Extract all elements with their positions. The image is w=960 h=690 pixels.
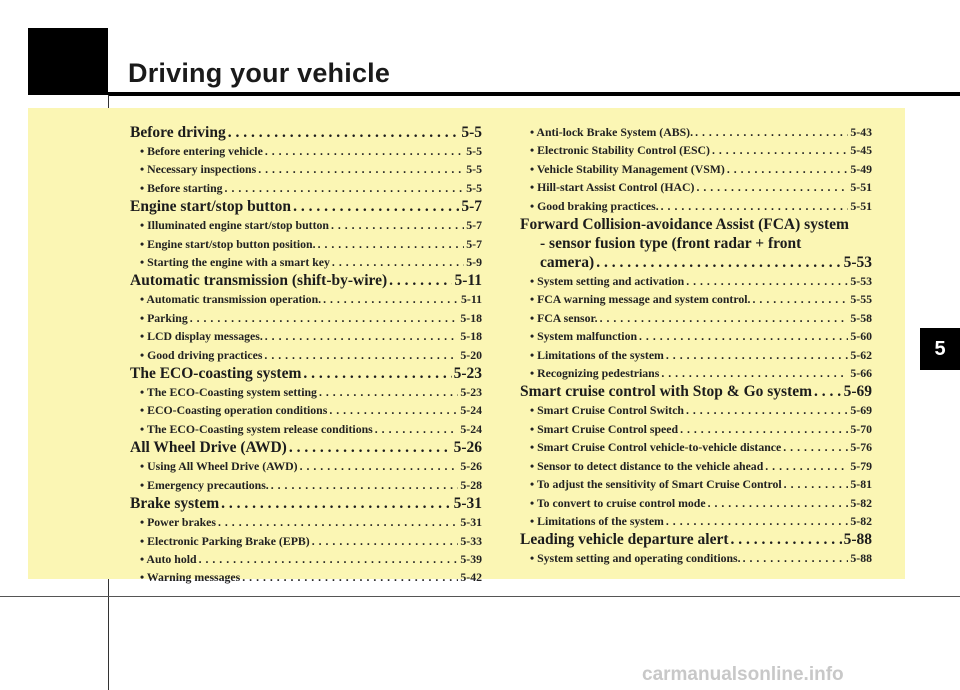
toc-item[interactable]: [130, 532, 482, 550]
toc-item[interactable]: [130, 457, 482, 475]
toc-item[interactable]: [130, 476, 482, 494]
toc-item[interactable]: [520, 290, 872, 308]
toc-title: • Starting the engine with a smart key: [140, 255, 330, 270]
toc-page: 5-11: [454, 272, 482, 290]
toc-leader: [659, 197, 849, 215]
toc-item[interactable]: [520, 123, 872, 141]
toc-item[interactable]: [520, 178, 872, 196]
fca-heading-line-3: [520, 253, 872, 272]
toc-leader: [197, 550, 459, 568]
toc-title: • Smart Cruise Control Switch: [530, 403, 684, 418]
toc-page: 5-31: [460, 515, 482, 530]
toc-item[interactable]: [130, 401, 482, 419]
toc-page: 5-82: [850, 495, 872, 510]
toc-title: • The ECO-Coasting system release conditions: [140, 421, 373, 436]
toc-item[interactable]: [520, 272, 872, 290]
toc-title: • Emergency precautions.: [140, 477, 269, 492]
toc-title: All Wheel Drive (AWD): [130, 439, 287, 457]
toc-section[interactable]: [520, 530, 872, 549]
toc-title: • Sensor to detect distance to the vehicle ahead: [530, 458, 764, 473]
fca-heading[interactable]: [520, 215, 872, 272]
toc-title: • Auto hold: [140, 551, 197, 566]
toc-leader: [387, 271, 452, 290]
toc-leader: [659, 364, 848, 382]
toc-page: 5-31: [453, 495, 482, 513]
toc-item[interactable]: [520, 346, 872, 364]
toc-leader: [287, 438, 452, 457]
toc-leader: [316, 235, 465, 253]
toc-section[interactable]: [130, 364, 482, 383]
toc-leader: [226, 123, 460, 142]
toc-item[interactable]: [130, 568, 482, 586]
toc-page: 5-24: [460, 421, 482, 436]
toc-leader: [598, 309, 849, 327]
toc-page: 5-43: [850, 125, 872, 139]
toc-item[interactable]: [130, 309, 482, 327]
toc-item[interactable]: [130, 160, 482, 178]
fca-heading-line-1: Forward Collision-avoidance Assist (FCA) system: [520, 216, 849, 234]
toc-title: • LCD display messages.: [140, 329, 263, 344]
toc-item[interactable]: [130, 346, 482, 364]
toc-item[interactable]: [130, 383, 482, 401]
toc-item[interactable]: [130, 420, 482, 438]
toc-title: • Smart Cruise Control speed: [530, 421, 679, 436]
toc-leader: [684, 401, 848, 419]
toc-leader: [664, 512, 848, 530]
toc-title: • Using All Wheel Drive (AWD): [140, 459, 298, 474]
toc-page: 5-5: [461, 124, 482, 141]
toc-title: • Before starting: [140, 180, 223, 195]
toc-title: • Hill-start Assist Control (HAC): [530, 180, 695, 195]
toc-title: • System setting and activation: [530, 274, 685, 289]
toc-item[interactable]: [130, 216, 482, 234]
toc-item[interactable]: [130, 179, 482, 197]
toc-page: 5-58: [850, 310, 872, 325]
toc-page: 5-20: [460, 347, 482, 362]
toc-page: 5-5: [466, 144, 482, 158]
toc-leader: [262, 346, 458, 364]
toc-leader: [684, 272, 848, 290]
toc-leader: [310, 532, 459, 550]
title-rule: [108, 92, 960, 96]
toc-title: • Vehicle Stability Management (VSM): [530, 161, 725, 176]
toc-page: 5-9: [466, 255, 482, 270]
toc-leader: [373, 420, 459, 438]
toc-title: • System malfunction: [530, 329, 638, 344]
toc-section[interactable]: [130, 197, 482, 216]
toc-page: 5-11: [461, 292, 482, 307]
toc-page: 5-42: [460, 570, 482, 585]
toc-page: 5-55: [850, 292, 872, 307]
toc-title: • Power brakes: [140, 515, 216, 530]
toc-section[interactable]: [130, 494, 482, 513]
toc-leader: [751, 290, 849, 308]
toc-leader: [706, 494, 849, 512]
toc-leader: [725, 160, 849, 178]
toc-title: • Recognizing pedestrians: [530, 366, 660, 381]
toc-title: • Electronic Stability Control (ESC): [530, 143, 710, 158]
toc-page: 5-33: [460, 533, 482, 548]
chapter-tab[interactable]: 5: [920, 328, 960, 370]
toc-title: • Before entering vehicle: [140, 144, 263, 158]
toc-leader: [330, 253, 464, 271]
toc-item[interactable]: [520, 197, 872, 215]
toc-title: • Parking: [140, 310, 188, 325]
toc-title: Before driving: [130, 124, 226, 141]
toc-page: 5-5: [466, 162, 482, 177]
toc-leader: [321, 290, 459, 308]
toc-page: 5-45: [850, 143, 872, 158]
toc-title: • The ECO-Coasting system setting: [140, 385, 317, 400]
toc-leader: [188, 309, 459, 327]
toc-page: 5-60: [850, 329, 872, 344]
toc-leader: [256, 160, 464, 178]
toc-page: 5-7: [466, 236, 482, 251]
toc-page: 5-49: [850, 161, 872, 176]
toc-title: • Engine start/stop button position.: [140, 236, 316, 251]
toc-item[interactable]: [520, 327, 872, 345]
toc-title: • Necessary inspections: [140, 162, 257, 177]
toc-leader: [594, 253, 841, 272]
toc-page: 5-66: [850, 366, 872, 381]
toc-title: • Good driving practices: [140, 347, 263, 362]
toc-page: 5-39: [460, 551, 482, 566]
toc-page: 5-76: [850, 440, 872, 455]
toc-item[interactable]: [520, 512, 872, 530]
toc-page: 5-88: [850, 551, 872, 566]
toc-title: Leading vehicle departure alert: [520, 531, 729, 549]
toc-leader: [263, 327, 459, 345]
toc-title: • FCA sensor.: [530, 310, 598, 325]
toc-page: 5-23: [453, 365, 482, 383]
toc-leader: [710, 141, 848, 159]
toc-page: 5-79: [850, 458, 872, 473]
toc-leader: [782, 475, 849, 493]
toc-title: • Good braking practices.: [530, 198, 659, 213]
toc-leader: [763, 457, 848, 475]
toc-right-column: [520, 123, 872, 568]
toc-title: camera): [540, 254, 595, 272]
toc-leader: [317, 383, 458, 401]
toc-title: • Electronic Parking Brake (EPB): [140, 533, 310, 548]
toc-item[interactable]: [520, 141, 872, 159]
toc-title: • Warning messages: [140, 570, 241, 585]
toc-leader: [223, 179, 465, 197]
toc-page: 5-7: [466, 218, 482, 233]
toc-item[interactable]: [520, 438, 872, 456]
toc-item[interactable]: [520, 364, 872, 382]
toc-title: • ECO-Coasting operation conditions: [140, 403, 328, 418]
toc-leader: [729, 530, 842, 549]
toc-left-column: [130, 123, 482, 587]
toc-page: 5-81: [850, 477, 872, 492]
toc-item[interactable]: [520, 549, 872, 567]
toc-leader: [298, 457, 459, 475]
toc-item[interactable]: [520, 309, 872, 327]
toc-leader: [741, 549, 849, 567]
toc-page: 5-53: [843, 254, 872, 272]
toc-title: Automatic transmission (shift-by-wire): [130, 272, 388, 290]
toc-leader: [216, 513, 458, 531]
toc-item[interactable]: [520, 494, 872, 512]
toc-item[interactable]: [520, 475, 872, 493]
toc-item[interactable]: [130, 327, 482, 345]
toc-item[interactable]: [520, 160, 872, 178]
toc-title: • Limitations of the system: [530, 513, 664, 528]
toc-title: • System setting and operating conditions.: [530, 551, 741, 566]
toc-leader: [637, 327, 848, 345]
toc-title: • Anti-lock Brake System (ABS).: [530, 125, 694, 139]
toc-page: 5-88: [843, 531, 872, 549]
toc-title: • Automatic transmission operation.: [140, 292, 322, 307]
toc-leader: [694, 178, 848, 196]
toc-page: 5-23: [460, 385, 482, 400]
toc-title: The ECO-coasting system: [130, 365, 302, 383]
toc-page: 5-5: [466, 180, 482, 195]
footer-line: [0, 596, 960, 597]
toc-page: 5-53: [850, 274, 872, 289]
toc-item[interactable]: [130, 253, 482, 271]
toc-page: 5-51: [850, 180, 872, 195]
toc-leader: [693, 123, 848, 141]
toc-item[interactable]: [130, 550, 482, 568]
toc-leader: [329, 216, 464, 234]
toc-item[interactable]: [130, 513, 482, 531]
toc-leader: [664, 346, 848, 364]
toc-item[interactable]: [520, 401, 872, 419]
chapter-corner-block: [28, 28, 108, 95]
toc-leader: [219, 494, 451, 513]
fca-heading-line-2: - sensor fusion type (front radar + front: [540, 235, 802, 253]
toc-item[interactable]: [520, 420, 872, 438]
toc-section[interactable]: [130, 271, 482, 290]
toc-leader: [812, 382, 842, 401]
toc-page: 5-69: [843, 383, 872, 401]
toc-leader: [327, 401, 458, 419]
toc-title: Brake system: [130, 495, 220, 513]
toc-page: 5-24: [460, 403, 482, 418]
toc-section[interactable]: [520, 382, 872, 401]
toc-title: Engine start/stop button: [130, 198, 292, 216]
toc-item[interactable]: [130, 290, 482, 308]
chapter-title: Driving your vehicle: [128, 58, 391, 88]
toc-leader: [269, 476, 459, 494]
toc-page: 5-18: [460, 310, 482, 325]
toc-title: • Illuminated engine start/stop button: [140, 218, 329, 233]
toc-title: • Smart Cruise Control vehicle-to-vehicle distance: [530, 440, 782, 455]
toc-leader: [678, 420, 848, 438]
toc-page: 5-69: [850, 403, 872, 418]
toc-item[interactable]: [130, 235, 482, 253]
toc-page: 5-51: [850, 198, 872, 213]
toc-leader: [301, 364, 451, 383]
toc-section[interactable]: [130, 123, 482, 142]
watermark: carmanualsonline.info: [642, 664, 844, 685]
toc-leader: [240, 568, 458, 586]
toc-page: 5-26: [460, 459, 482, 474]
toc-page: 5-70: [850, 421, 872, 436]
toc-page: 5-26: [453, 439, 482, 457]
toc-page: 5-28: [460, 477, 482, 492]
toc-page: 5-7: [461, 198, 482, 216]
toc-title: • To convert to cruise control mode: [530, 495, 706, 510]
toc-item[interactable]: [130, 142, 482, 160]
toc-page: 5-18: [460, 329, 482, 344]
toc-item[interactable]: [520, 457, 872, 475]
toc-title: • FCA warning message and system control.: [530, 292, 751, 307]
toc-leader: [263, 142, 464, 160]
toc-section[interactable]: [130, 438, 482, 457]
toc-page: 5-82: [850, 513, 872, 528]
toc-title: Smart cruise control with Stop & Go system: [520, 383, 813, 401]
toc-title: • Limitations of the system: [530, 347, 664, 362]
toc-leader: [291, 197, 459, 216]
toc-title: • To adjust the sensitivity of Smart Cruise Control: [530, 477, 782, 492]
toc-page: 5-62: [850, 347, 872, 362]
toc-leader: [781, 438, 848, 456]
